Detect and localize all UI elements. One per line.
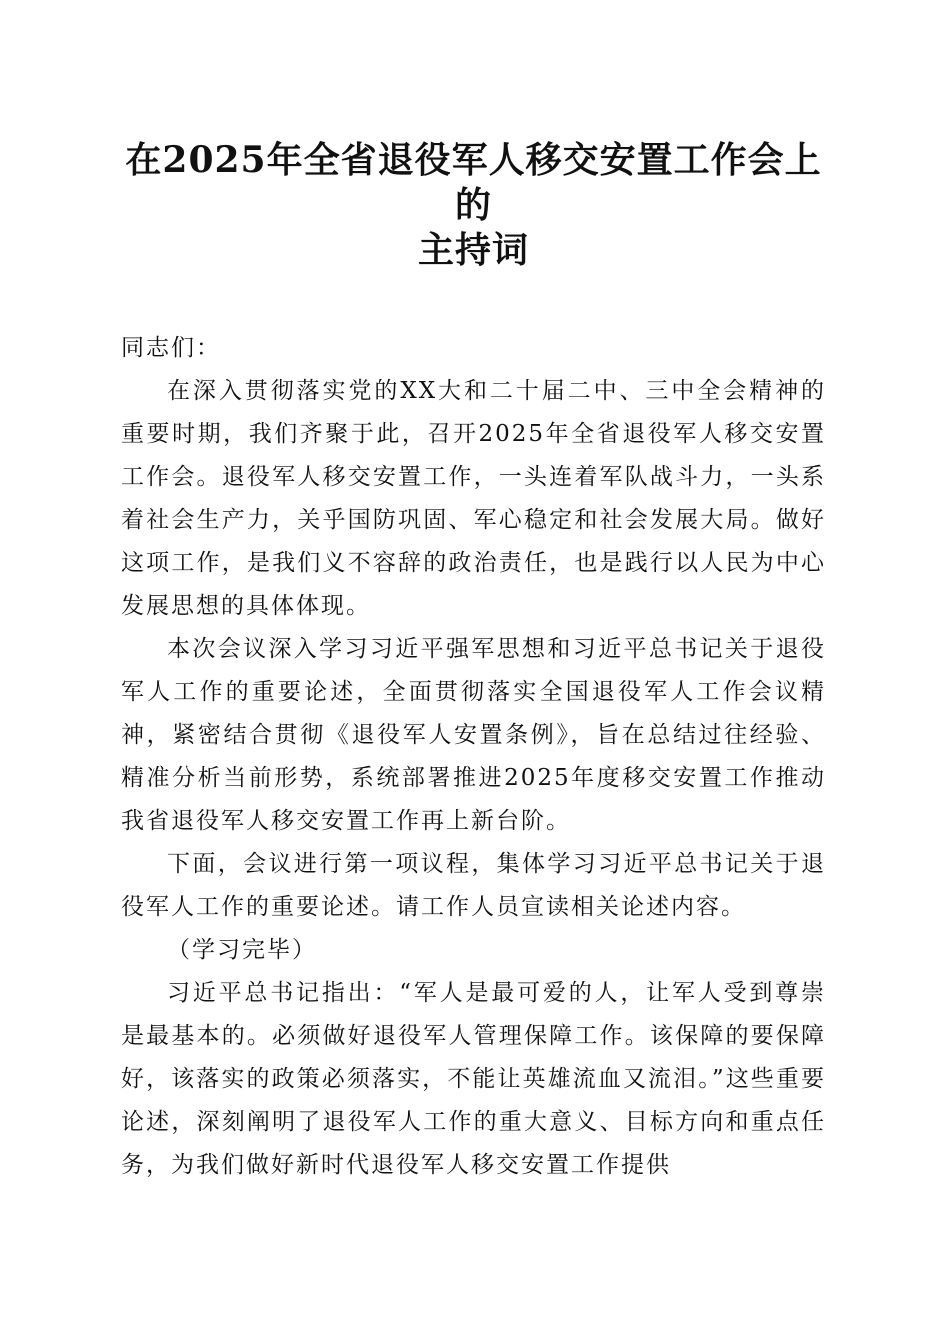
title-line-2: 主持词 [417, 229, 529, 271]
salutation: 同志们： [121, 335, 221, 361]
paragraph-quote: 习近平总书记指出：“军人是最可爱的人，让军人受到尊崇是最基本的。必须做好退役军人管理保障工作。该保障的要保障好，该落实的政策必须落实，不能让英雄流血又流泪。”这些重要论述，深刻阐明了退役军人工作的重大意义、目标方向和重点任务，为我们做好新时代退役军人移交安置工作提供 [121, 980, 826, 1178]
title-line-1: 在2025年全省退役军人移交安置工作会上的 [125, 139, 822, 226]
paragraph-meeting-purpose: 本次会议深入学习习近平强军思想和习近平总书记关于退役军人工作的重要论述，全面贯彻落实全国退役军人工作会议精神，紧密结合贯彻《退役军人安置条例》，旨在总结过往经验、精准分析当前形势，系统部署推进2025年度移交安置工作推动我省退役军人移交安置工作再上新台阶。 [121, 636, 826, 834]
paragraph-agenda-item-1: 下面，会议进行第一项议程，集体学习习近平总书记关于退役军人工作的重要论述。请工作人员宣读相关论述内容。 [121, 851, 826, 920]
paragraph-opening: 在深入贯彻落实党的XX大和二十届二中、三中全会精神的重要时期，我们齐聚于此，召开2025年全省退役军人移交安置工作会。退役军人移交安置工作，一头连着军队战斗力，一头系着社会生产力，关乎国防巩固、军心稳定和社会发展大局。做好这项工作，是我们义不容辞的政治责任，也是践行以人民为中心发展思想的具体体现。 [121, 378, 826, 619]
document-title [121, 138, 826, 273]
paragraph-study-complete: （学习完毕） [167, 937, 317, 963]
document-body [121, 327, 826, 1187]
